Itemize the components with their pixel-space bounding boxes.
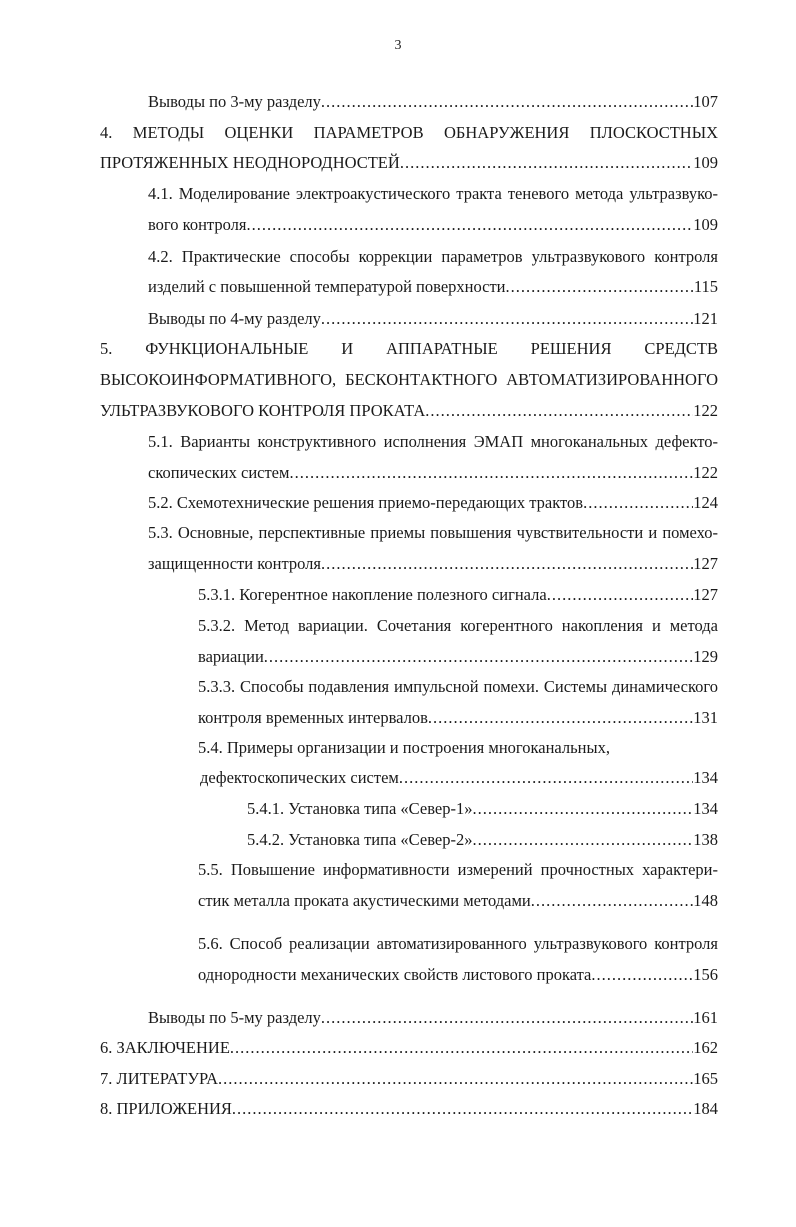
toc-entry-page: 109 [693,215,718,234]
toc-entry-5-2[interactable] [148,491,718,515]
dot-leader [583,491,693,515]
toc-entry-conclusions-3[interactable] [148,90,718,114]
toc-entry-5-4-line1[interactable]: 5.4. Примеры организации и построения многоканальных, [198,738,610,757]
toc-entry-5-5-line1[interactable]: 5.5. Повышение информативности измерений прочностных характери- [198,860,718,879]
toc-entry-title: 5.4.2. Установка типа «Север-2» [247,830,473,849]
dot-leader [591,963,693,987]
toc-entry-page: 122 [693,401,718,420]
toc-entry-title: изделий с повышенной температурой поверхности [148,277,506,296]
toc-entry-5-6[interactable] [198,963,718,987]
toc-entry-page: 129 [693,647,718,666]
toc-entry-page: 107 [693,92,718,111]
dot-leader [321,90,693,114]
toc-entry-appendices[interactable] [100,1097,718,1121]
dot-leader [246,213,693,237]
toc-entry-title: вариации [198,647,264,666]
toc-entry-page: 134 [693,799,718,818]
toc-entry-5-3-line1[interactable]: 5.3. Основные, перспективные приемы повышения чувствительности и помехо- [148,523,718,542]
toc-entry-page: 138 [693,830,718,849]
toc-entry-5-3-2-line1[interactable]: 5.3.2. Метод вариации. Сочетания когерентного накопления и метода [198,616,718,635]
toc-entry-title: Выводы по 4-му разделу [148,309,321,328]
toc-entry-title: скопических систем [148,463,290,482]
dot-leader [400,151,693,175]
toc-entry-title: 7. ЛИТЕРАТУРА [100,1069,219,1088]
toc-entry-title: 5.2. Схемотехнические решения приемо-передающих трактов [148,493,584,512]
toc-entry-title: 6. ЗАКЛЮЧЕНИЕ [100,1038,230,1057]
toc-entry-title: защищенности контроля [148,554,321,573]
dot-leader [472,797,693,821]
toc-entry-page: 109 [693,153,718,172]
toc-entry-5-3-3[interactable] [198,706,718,730]
toc-entry-page: 127 [693,585,718,604]
toc-entry-section-5[interactable] [100,399,718,423]
toc-entry-conclusions-4[interactable] [148,307,718,331]
toc-entry-5-5[interactable] [198,889,718,913]
dot-leader [547,583,694,607]
toc-entry-section-4-line1[interactable]: 4. МЕТОДЫ ОЦЕНКИ ПАРАМЕТРОВ ОБНАРУЖЕНИЯ ПЛОСКОСТНЫХ [100,123,718,142]
dot-leader [472,828,693,852]
toc-entry-page: 134 [693,768,718,787]
toc-entry-5-3-1[interactable] [198,583,718,607]
dot-leader [230,1036,693,1060]
toc-entry-title: УЛЬТРАЗВУКОВОГО КОНТРОЛЯ ПРОКАТА [100,401,426,420]
toc-entry-5-6-line1[interactable]: 5.6. Способ реализации автоматизированного ультразвукового контроля [198,934,718,953]
toc-entry-page: 122 [693,463,718,482]
toc-entry-4-2-line1[interactable]: 4.2. Практические способы коррекции параметров ультразвукового контроля [148,247,718,266]
toc-entry-section-5-line2[interactable]: ВЫСОКОИНФОРМАТИВНОГО, БЕСКОНТАКТНОГО АВТОМАТИЗИРОВАННОГО [100,370,718,389]
dot-leader [264,645,693,669]
toc-entry-title: дефектоскопических систем [200,768,399,787]
toc-entry-title: ПРОТЯЖЕННЫХ НЕОДНОРОДНОСТЕЙ [100,153,400,172]
dot-leader [506,275,694,299]
dot-leader [321,552,693,576]
toc-entry-5-4-2[interactable] [247,828,718,852]
toc-entry-page: 161 [693,1008,718,1027]
toc-entry-page: 127 [693,554,718,573]
toc-entry-conclusions-5[interactable] [148,1006,718,1030]
toc-entry-title: Выводы по 5-му разделу [148,1008,321,1027]
dot-leader [428,706,693,730]
toc-entry-4-2[interactable] [148,275,718,299]
toc-entry-page: 156 [693,965,718,984]
toc-entry-section-5-line1[interactable]: 5. ФУНКЦИОНАЛЬНЫЕ И АППАРАТНЫЕ РЕШЕНИЯ СРЕДСТВ [100,339,718,358]
toc-entry-page: 162 [693,1038,718,1057]
toc-entry-title: вого контроля [148,215,247,234]
toc-entry-5-3-2[interactable] [198,645,718,669]
dot-leader [425,399,693,423]
toc-entry-title: однородности механических свойств листового проката [198,965,592,984]
dot-leader [321,1006,693,1030]
toc-entry-page: 165 [693,1069,718,1088]
toc-entry-title: Выводы по 3-му разделу [148,92,321,111]
dot-leader [399,766,693,790]
dot-leader [232,1097,693,1121]
toc-entry-4-1[interactable] [148,213,718,237]
toc-entry-title: стик металла проката акустическими методами [198,891,531,910]
toc-entry-page: 131 [693,708,718,727]
dot-leader [321,307,693,331]
toc-entry-page: 124 [693,493,718,512]
toc-entry-5-4[interactable] [200,766,718,790]
toc-entry-literature[interactable] [100,1067,718,1091]
dot-leader [218,1067,693,1091]
toc-entry-title: контроля временных интервалов [198,708,428,727]
toc-entry-page: 115 [693,277,718,296]
toc-entry-title: 5.4.1. Установка типа «Север-1» [247,799,473,818]
dot-leader [531,889,693,913]
toc-entry-page: 184 [693,1099,718,1118]
toc-entry-5-3[interactable] [148,552,718,576]
toc-entry-5-3-3-line1[interactable]: 5.3.3. Способы подавления импульсной помехи. Системы динамического [198,677,718,696]
toc-entry-title: 5.3.1. Когерентное накопление полезного сигнала [198,585,547,604]
toc-entry-5-1-line1[interactable]: 5.1. Варианты конструктивного исполнения ЭМАП многоканальных дефекто- [148,432,718,451]
toc-entry-page: 148 [693,891,718,910]
toc-entry-conclusion[interactable] [100,1036,718,1060]
page-number: 3 [394,38,402,53]
toc-entry-page: 121 [693,309,718,328]
dot-leader [289,461,693,485]
toc-entry-title: 8. ПРИЛОЖЕНИЯ [100,1099,232,1118]
toc-entry-5-1[interactable] [148,461,718,485]
toc-entry-5-4-1[interactable] [247,797,718,821]
toc-entry-4-1-line1[interactable]: 4.1. Моделирование электроакустического тракта теневого метода ультразвуко- [148,184,718,203]
toc-entry-section-4[interactable] [100,151,718,175]
